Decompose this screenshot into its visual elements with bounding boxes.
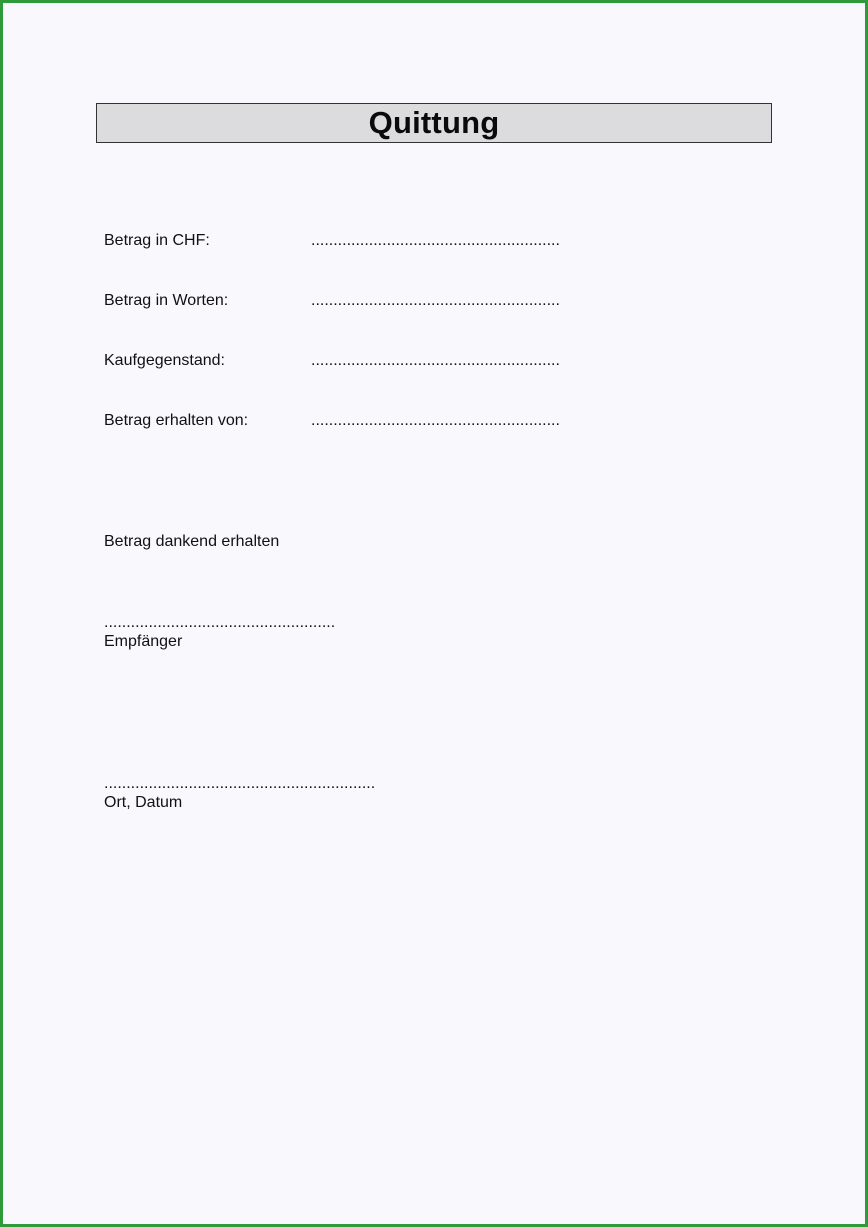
recipient-signature-line: ....................................................: [104, 614, 336, 631]
field-label: Betrag erhalten von:: [104, 412, 249, 429]
field-dotted-line: ........................................................: [311, 292, 560, 309]
place-date-label: Ort, Datum: [104, 794, 183, 811]
field-label: Betrag in CHF:: [104, 232, 210, 249]
page-title: Quittung: [368, 105, 500, 140]
title-box: [96, 103, 772, 143]
field-dotted-line: ........................................................: [311, 352, 560, 369]
place-date-line: .............................................................: [104, 775, 376, 792]
recipient-label: Empfänger: [104, 633, 183, 650]
field-dotted-line: ........................................................: [311, 232, 560, 249]
field-label: Betrag in Worten:: [104, 292, 229, 309]
field-dotted-line: ........................................................: [311, 412, 560, 429]
thanks-text: Betrag dankend erhalten: [104, 533, 280, 550]
field-label: Kaufgegenstand:: [104, 352, 225, 369]
